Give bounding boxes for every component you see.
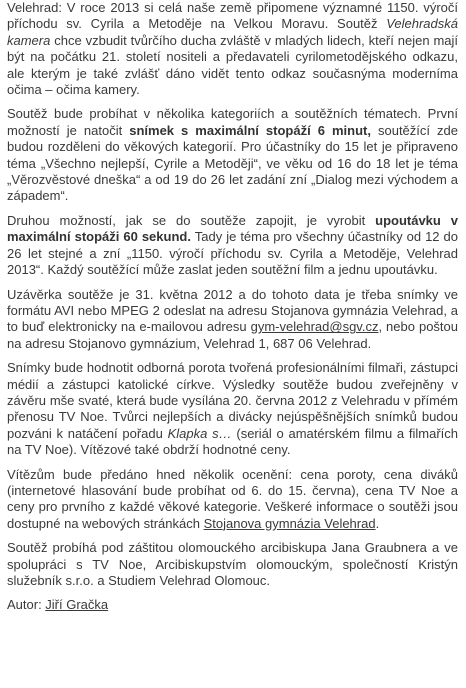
- bold-trailer-length: upoutávku v maximální stopáži 60 sekund.: [7, 212, 458, 245]
- text: Snímky bude hodnotit odborná porota tvořená profesionálními filmaři, zástupci médií a zástupci katolické církve. Výsledky soutěže budou zveřejněny v závěru mše svaté, která bude vysílána 20. června 2012 z Velehradu v přímém přenosu TV Noe. Tvůrci nejlepších a divácky nejúspěšnějších snímků budou pozváni k natáčení pořadu: [7, 360, 458, 441]
- text: .: [375, 515, 380, 531]
- paragraph-patronage: [7, 540, 458, 589]
- email-link[interactable]: gym-velehrad@sgv.cz: [250, 319, 379, 335]
- text: Velehrad: V roce 2013 si celá naše země připomene významné 1150. výročí příchodu sv. Cyrila a Metoděje na Velkou Moravu. Soutěž: [7, 0, 458, 32]
- paragraph-intro: [7, 0, 458, 98]
- paragraph-categories: [7, 106, 458, 204]
- show-name: Klapka s…: [167, 425, 232, 441]
- text: chce vzbudit tvůrčího ducha zvláště v mladých lidech, kteří nejen mají být na počátku 21. století nositeli a předavateli cyrilometodějského odkazu, ale kterým je také zvlášť dáno vidět tento odkaz současnýma moderníma očima – očima kamery.: [7, 32, 458, 98]
- text: Soutěž probíhá pod záštitou olomouckého arcibiskupa Jana Graubnera a ve spolupráci s TV Noe, Arcibiskupstvím olomouckým, společností Kristýn služebník s.r.o. a Studiem Velehrad Olomouc.: [7, 540, 458, 588]
- paragraph-deadline: [7, 287, 458, 353]
- text: (seriál o amatérském filmu a filmařích na TV Noe). Vítězové také obdrží hodnotné ceny.: [7, 425, 458, 458]
- text: Uzávěrka soutěže je 31. května 2012 a do tohoto data je třeba snímky ve formátu AVI nebo MPEG 2 odeslat na adresu Stojanova gymnázia Velehrad, a to buď elektronicky na e-mailovou adresu: [7, 286, 458, 335]
- competition-name: Velehradská kamera: [7, 16, 458, 48]
- author-label: Autor:: [7, 597, 46, 613]
- text: Tady je téma pro všechny účastníky od 12 do 26 let stejné a zní „1150. výročí příchodu sv. Cyrila a Metoděje, Velehrad 2013“. Každý soutěžící může zaslat jeden soutěžní film a jednu upoutávku.: [7, 229, 458, 278]
- text: Soutěž bude probíhat v několika kategoriích a soutěžních tématech. První možností je natočit: [7, 106, 458, 138]
- paragraph-trailer: [7, 213, 458, 279]
- author-link[interactable]: Jiří Gračka: [45, 597, 109, 613]
- text: soutěžící zde budou rozděleni do věkových kategorií. Pro účastníky do 15 let je připraveno téma „Všechno nejlepší, Cyrile a Metoději“, ve věku od 16 do 18 let je téma „Věrozvěstové dneška“ a od 19 do 26 let zadání zní „Dialog mezi východem a západem“.: [7, 122, 458, 204]
- author-line: [7, 597, 458, 613]
- text: , nebo poštou na adresu Stojanovo gymnázium, Velehrad 1, 687 06 Velehrad.: [7, 319, 458, 351]
- text: Vítězům bude předáno hned několik ocenění: cena poroty, cena diváků (internetové hlasování bude probíhat od 6. do 15. června), cena TV Noe a ceny pro prvního z každé věkové kategorie. Veškeré informace o soutěži jsou dostupné na webových stránkách: [7, 466, 458, 531]
- paragraph-awards: [7, 467, 458, 533]
- bold-film-length: snímek s maximální stopáží 6 minut,: [129, 122, 371, 138]
- text: Druhou možností, jak se do soutěže zapojit, je vyrobit: [7, 212, 376, 228]
- school-website-link[interactable]: Stojanova gymnázia Velehrad: [203, 515, 376, 531]
- paragraph-jury: [7, 360, 458, 458]
